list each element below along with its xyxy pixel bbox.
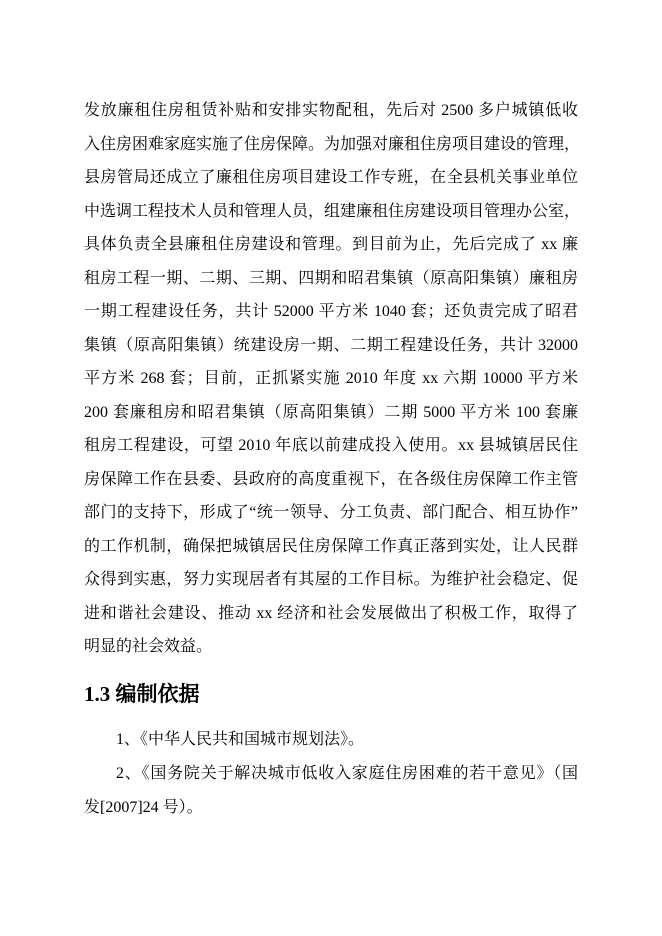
paragraph-line: 集镇（原高阳集镇）统建设房一期、二期工程建设任务，共计 32000: [84, 336, 578, 354]
paragraph-line: 租房工程一期、二期、三期、四期和昭君集镇（原高阳集镇）廉租房: [84, 269, 578, 287]
paragraph-line: 明显的社会效益。: [84, 638, 213, 655]
paragraph-line: 县房管局还成立了廉租住房项目建设工作专班，在全县机关事业单位: [84, 169, 578, 186]
reference-line: 发[2007]24 号）。: [84, 799, 203, 816]
paragraph-line: 的工作机制，确保把城镇居民住房保障工作真正落到实处，让人民群: [84, 537, 578, 555]
reference-item: [84, 757, 578, 825]
paragraph-line: 200 套廉租房和昭君集镇（原高阳集镇）二期 5000 平方米 100 套廉: [84, 403, 578, 421]
section-heading: 1.3 编制依据: [84, 682, 200, 706]
paragraph-line: 平方米 268 套；目前，正抓紧实施 2010 年度 xx 六期 10000 平方米: [84, 370, 578, 387]
paragraph-line: 发放廉租住房租赁补贴和安排实物配租，先后对 2500 多户城镇低收: [84, 102, 578, 119]
paragraph-line: 一期工程建设任务，共计 52000 平方米 1040 套；还负责完成了昭君: [84, 303, 578, 320]
paragraph-line: 进和谐社会建设、推动 xx 经济和社会发展做出了积极工作，取得了: [84, 604, 578, 622]
reference-item: [84, 723, 578, 757]
paragraph-line: 众得到实惠，努力实现居者有其屋的工作目标。为维护社会稳定、促: [84, 571, 578, 588]
paragraph-line: 具体负责全县廉租住房建设和管理。到目前为止，先后完成了 xx 廉: [84, 236, 578, 253]
paragraph-line: 房保障工作在县委、县政府的高度重视下，在各级住房保障工作主管: [84, 470, 578, 488]
paragraph-line: 租房工程建设，可望 2010 年底以前建成投入使用。xx 县城镇居民住: [84, 437, 578, 454]
body-paragraph: [84, 94, 581, 664]
paragraph-line: 入住房困难家庭实施了住房保障。为加强对廉租住房项目建设的管理，: [84, 135, 581, 153]
references-list: [84, 723, 578, 825]
paragraph-line: 中选调工程技术人员和管理人员，组建廉租住房建设项目管理办公室，: [84, 202, 581, 220]
paragraph-line: 部门的支持下，形成了“统一领导、分工负责、部门配合、相互协作”: [84, 504, 578, 521]
reference-line: 1、《中华人民共和国城市规划法》。: [116, 731, 365, 748]
reference-line: 2、《国务院关于解决城市低收入家庭住房困难的若干意见》（国: [116, 765, 578, 782]
